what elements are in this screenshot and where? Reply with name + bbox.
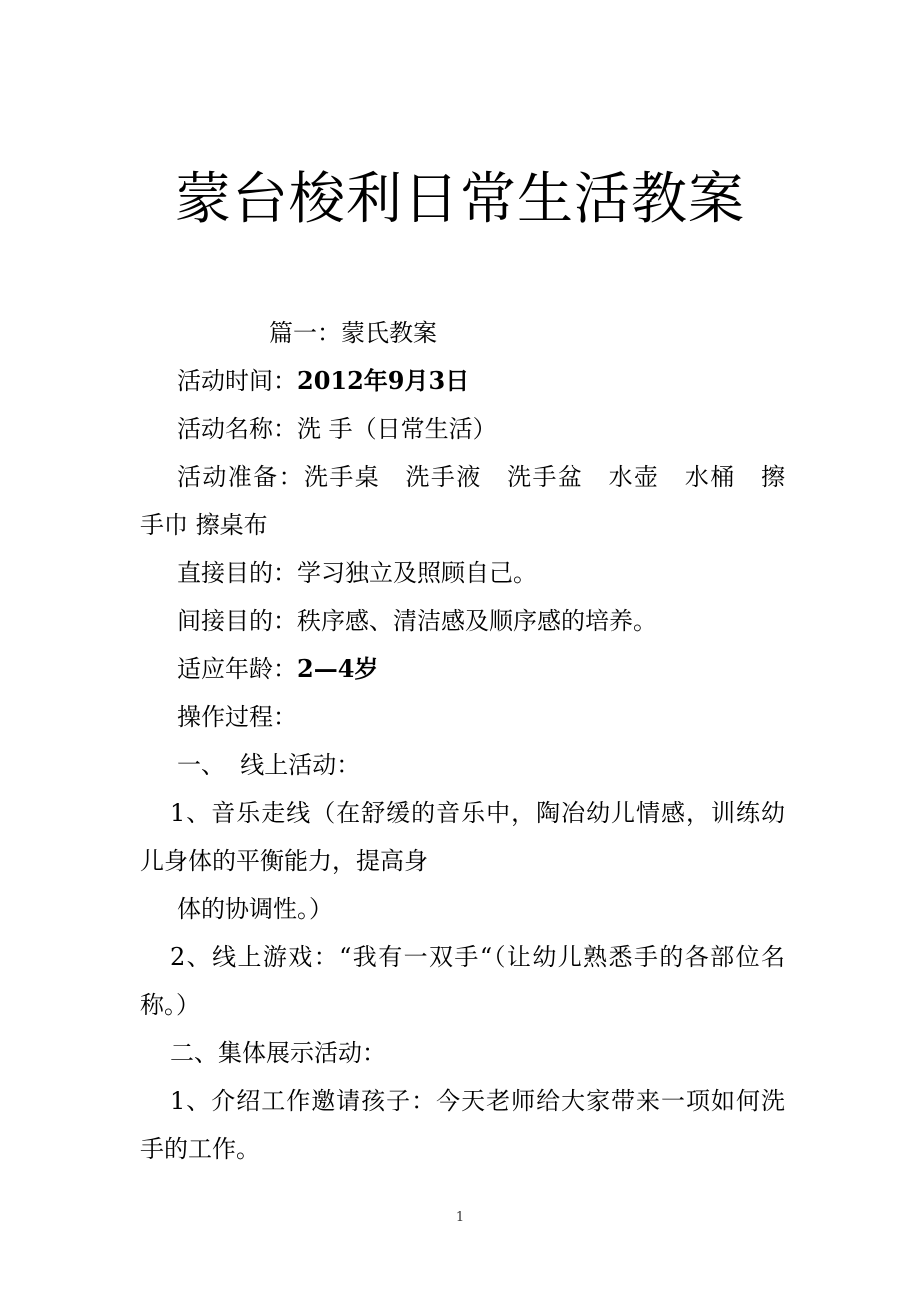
- activity-prep-value: 洗手桌 洗手液 洗手盆 水壶 水桶 擦: [303, 463, 785, 491]
- page-number: 1: [455, 1210, 465, 1225]
- activity-name-label: 活动名称：: [177, 415, 297, 443]
- procedure-heading: 操作过程：: [177, 703, 297, 731]
- item3-line1: 1、介绍工作邀请孩子：今天老师给大家带来一项如何洗: [170, 1087, 785, 1115]
- indirect-goal-value: 秩序感、清洁感及顺序感的培养。: [297, 607, 657, 635]
- section-heading: 篇一：蒙氏教案: [269, 319, 437, 347]
- direct-goal-label: 直接目的：: [177, 559, 297, 587]
- item2-line2: 称。）: [140, 991, 200, 1019]
- document-title: 蒙台梭利日常生活教案: [175, 167, 745, 232]
- indirect-goal-line: [140, 597, 785, 645]
- item1-line2: 儿身体的平衡能力，提高身: [140, 847, 428, 875]
- item1-line3: 体的协调性。）: [177, 895, 333, 923]
- activity-prep-line: [140, 453, 785, 501]
- part-one-heading: 一、 线上活动：: [177, 751, 361, 779]
- item2-line1: 2、线上游戏：“我有一双手“（让幼儿熟悉手的各部位名: [170, 943, 785, 971]
- item1-line1: 1、音乐走线（在舒缓的音乐中，陶冶幼儿情感，训练幼: [170, 799, 785, 827]
- activity-time-value: 2012年9月3日: [297, 366, 470, 395]
- age-line: [140, 645, 785, 693]
- direct-goal-line: [140, 549, 785, 597]
- activity-prep-continuation: 手巾 擦桌布: [140, 511, 268, 539]
- age-label: 适应年龄：: [177, 655, 297, 683]
- age-value: 2—4岁: [297, 654, 379, 683]
- activity-name-value: 洗 手（日常生活）: [297, 415, 497, 443]
- activity-time-label: 活动时间：: [177, 367, 297, 395]
- item3-line2: 手的工作。: [140, 1135, 260, 1163]
- indirect-goal-label: 间接目的：: [177, 607, 297, 635]
- activity-prep-label: 活动准备：: [177, 463, 304, 491]
- activity-time-line: [140, 357, 785, 405]
- activity-name-line: [140, 405, 785, 453]
- part-two-heading: 二、集体展示活动：: [170, 1039, 386, 1067]
- direct-goal-value: 学习独立及照顾自己。: [297, 559, 537, 587]
